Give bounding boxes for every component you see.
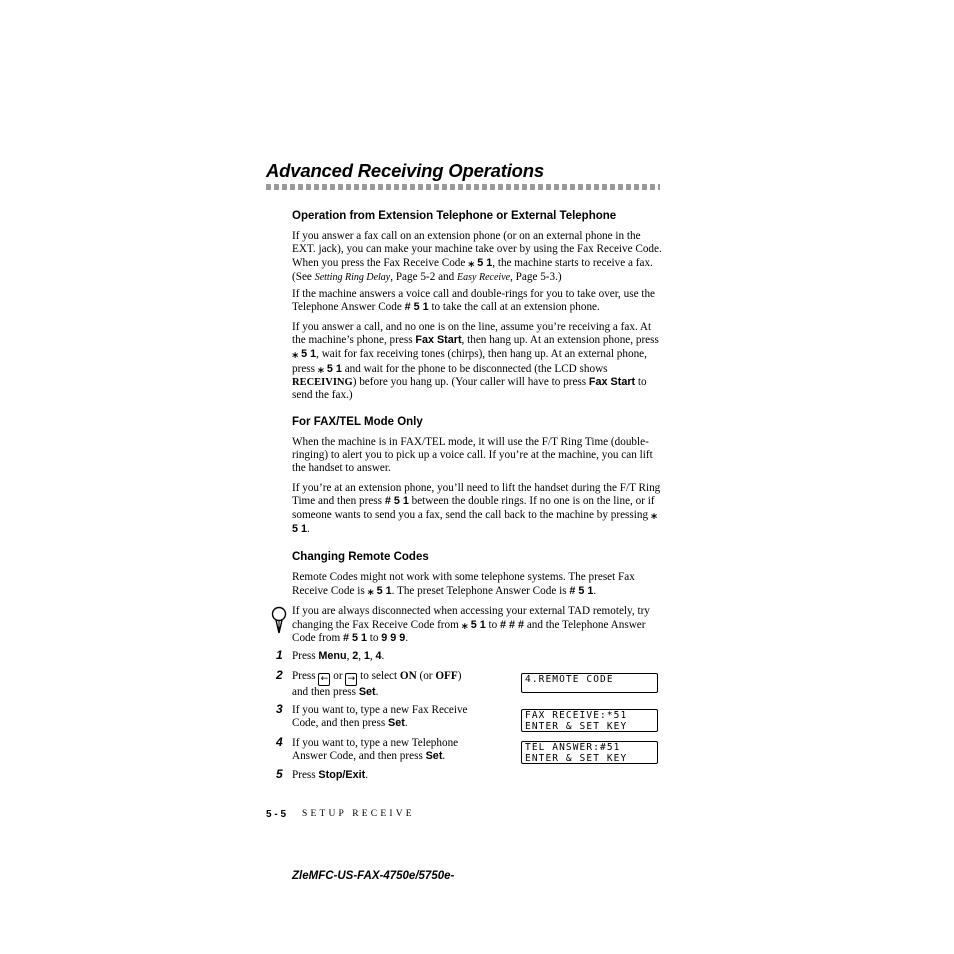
step-4-text: If you want to, type a new Telephone Answer Code, and then press Set. [292, 737, 459, 763]
paragraph-extension-1: If you answer a fax call on an extension phone (or on an external phone in the EXT. jack), you can make your machine take over by using the Fax Receive Code. When you press the Fax Receive Code ⁎ 5 1, the machine starts to receive a fax. (See Setting Ring Delay, Page 5-2 and Easy Receive, Page 5-3.) [292, 230, 662, 283]
paragraph-extension-3: If you answer a call, and no one is on the line, assume you’re receiving a fax. At the machine’s phone, press Fax Start, then hang up. At an extension phone, press ⁎ 5 1, wait for fax receiving tones (chirps), then hang up. At an external phone, press ⁎ 5 1 and wait for the phone to be disconnected (the LCD shows RECEIVING) before you hang up. (Your caller will have to press Fax Start to send the fax.) [292, 321, 659, 402]
asterisk-key-icon: ⁎ [461, 618, 468, 633]
step-number: 5 [276, 767, 283, 781]
note-remote: If you are always disconnected when accessing your external TAD remotely, try changing the Fax Receive Code from ⁎ 5 1 to # # # and the Telephone Answer Code from # 5 1 to 9 9 9. [292, 605, 650, 645]
step-5-text: Press Stop/Exit. [292, 769, 369, 781]
page-title: Advanced Receiving Operations [266, 160, 544, 181]
step-2-text: Press ← or → to select ON (or OFF) and then press Set. [292, 670, 462, 698]
paragraph-extension-2: If the machine answers a voice call and double-rings for you to take over, use the Telephone Answer Code # 5 1 to take the call at an extension phone. [292, 288, 656, 314]
step-number: 2 [276, 668, 283, 682]
right-arrow-key-icon: → [345, 673, 357, 686]
step-3-text: If you want to, type a new Fax Receive Code, and then press Set. [292, 704, 468, 730]
paragraph-faxtel-2: If you’re at an extension phone, you’ll need to lift the handset during the F/T Ring Time and then press # 5 1 between the double rings. If no one is on the line, or if someone wants to send you a fax, send the call back to the machine by pressing ⁎ 5 1. [292, 482, 661, 535]
step-number: 4 [276, 735, 283, 749]
step-number: 1 [276, 648, 283, 662]
section-heading-extension: Operation from Extension Telephone or External Telephone [292, 210, 617, 222]
left-arrow-key-icon: ← [318, 673, 330, 686]
asterisk-key-icon: ⁎ [650, 508, 658, 523]
paragraph-faxtel-1: When the machine is in FAX/TEL mode, it will use the F/T Ring Time (double-ringing) to alert you to pick up a voice call. If you’re at the machine, you can lift the handset to answer. [292, 436, 653, 475]
step-number: 3 [276, 702, 283, 716]
paragraph-remote-1: Remote Codes might not work with some telephone systems. The preset Fax Receive Code is ⁎ 5 1. The preset Telephone Answer Code is # 5 1. [292, 571, 635, 599]
lcd-display-tel-answer: TEL ANSWER:#51 ENTER & SET KEY [521, 741, 658, 764]
section-heading-faxtel: For FAX/TEL Mode Only [292, 416, 423, 428]
section-heading-remote: Changing Remote Codes [292, 551, 429, 563]
document-id: ZleMFC-US-FAX-4750e/5750e- [292, 870, 455, 882]
asterisk-key-icon: ⁎ [468, 256, 475, 271]
title-dotted-rule [266, 184, 660, 190]
page-number: 5 - 5 [266, 809, 287, 820]
asterisk-key-icon: ⁎ [292, 347, 299, 362]
asterisk-key-icon: ⁎ [317, 361, 325, 376]
lcd-display-remote-code: 4.REMOTE CODE [521, 673, 658, 693]
footer-section-title: SETUP RECEIVE [302, 809, 415, 819]
asterisk-key-icon: ⁎ [367, 584, 374, 599]
lcd-display-fax-receive: FAX RECEIVE:*51 ENTER & SET KEY [521, 709, 658, 732]
step-1-text: Press Menu, 2, 1, 4. [292, 650, 385, 662]
pen-note-icon [271, 606, 287, 634]
